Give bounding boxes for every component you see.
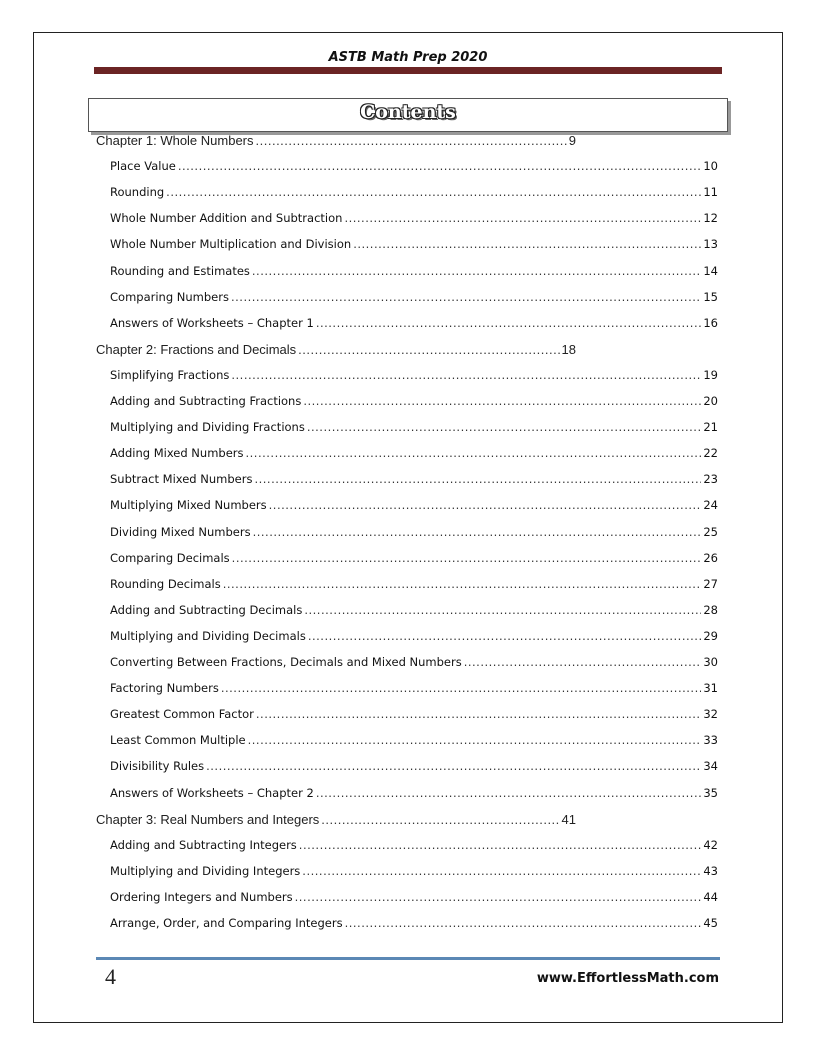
toc-dot-leader	[316, 786, 702, 800]
toc-chapter-entry[interactable]	[96, 812, 576, 827]
toc-entry-label: Multiplying and Dividing Fractions	[110, 420, 305, 435]
toc-entry-label: Adding Mixed Numbers	[110, 446, 244, 461]
toc-entry-page: 27	[703, 576, 718, 591]
toc-dot-leader	[223, 577, 702, 591]
toc-section-entry[interactable]	[110, 394, 718, 408]
toc-entry-page: 9	[568, 133, 576, 148]
toc-dot-leader	[248, 733, 702, 747]
toc-dot-leader	[298, 342, 559, 357]
toc-section-entry[interactable]	[110, 629, 718, 643]
toc-dot-leader	[316, 316, 702, 330]
toc-entry-page: 45	[703, 916, 718, 930]
toc-dot-leader	[206, 759, 701, 773]
toc-entry-label: Factoring Numbers	[110, 681, 219, 696]
toc-dot-leader	[299, 838, 702, 852]
toc-dot-leader	[269, 498, 702, 512]
toc-dot-leader	[232, 551, 702, 565]
toc-entry-page: 19	[703, 367, 718, 382]
toc-dot-leader	[256, 707, 701, 721]
toc-section-entry[interactable]	[110, 525, 718, 539]
toc-entry-label: Multiplying and Dividing Integers	[110, 863, 301, 878]
toc-entry-page: 25	[703, 524, 718, 539]
toc-entry-page: 43	[703, 863, 718, 878]
toc-section-entry[interactable]	[110, 707, 718, 721]
toc-entry-page: 11	[703, 185, 718, 200]
toc-entry-label: Least Common Multiple	[110, 733, 246, 748]
toc-entry-page: 26	[703, 550, 718, 565]
toc-section-entry[interactable]	[110, 159, 718, 173]
toc-entry-page: 33	[703, 733, 718, 748]
toc-dot-leader	[295, 890, 702, 904]
toc-entry-label: Multiplying Mixed Numbers	[110, 498, 267, 513]
contents-heading: Contents	[360, 101, 456, 123]
header-bar	[94, 67, 722, 74]
toc-entry-page: 31	[703, 681, 718, 696]
toc-section-entry[interactable]	[110, 916, 718, 930]
toc-section-entry[interactable]	[110, 603, 718, 617]
toc-entry-label: Multiplying and Dividing Decimals	[110, 628, 306, 643]
toc-section-entry[interactable]	[110, 864, 718, 878]
toc-section-entry[interactable]	[110, 237, 718, 251]
toc-section-entry[interactable]	[110, 316, 718, 330]
toc-entry-label: Chapter 2: Fractions and Decimals	[96, 341, 297, 357]
toc-entry-label: Divisibility Rules	[110, 759, 205, 774]
toc-section-entry[interactable]	[110, 472, 718, 486]
toc-entry-label: Rounding	[110, 185, 165, 200]
toc-entry-page: 18	[561, 341, 576, 357]
toc-entry-label: Comparing Numbers	[110, 289, 229, 304]
toc-entry-label: Whole Number Addition and Subtraction	[110, 211, 343, 226]
toc-section-entry[interactable]	[110, 446, 718, 460]
toc-chapter-entry[interactable]	[96, 342, 576, 357]
toc-entry-page: 21	[703, 420, 718, 435]
toc-section-entry[interactable]	[110, 890, 718, 904]
toc-entry-page: 30	[703, 655, 718, 669]
toc-entry-label: Answers of Worksheets – Chapter 2	[110, 785, 314, 800]
toc-section-entry[interactable]	[110, 733, 718, 747]
toc-entry-page: 41	[561, 811, 576, 827]
toc-entry-label: Comparing Decimals	[110, 550, 230, 565]
toc-entry-label: Answers of Worksheets – Chapter 1	[110, 315, 314, 330]
toc-entry-label: Place Value	[110, 159, 176, 174]
toc-entry-page: 15	[703, 289, 718, 304]
toc-dot-leader	[166, 185, 701, 199]
toc-entry-label: Whole Number Multiplication and Division	[110, 237, 352, 252]
toc-section-entry[interactable]	[110, 655, 718, 669]
toc-entry-page: 23	[703, 472, 718, 487]
toc-entry-page: 32	[703, 707, 718, 722]
toc-entry-label: Ordering Integers and Numbers	[110, 889, 293, 904]
toc-section-entry[interactable]	[110, 759, 718, 773]
toc-dot-leader	[221, 681, 702, 695]
toc-entry-label: Adding and Subtracting Fractions	[110, 394, 302, 408]
toc-dot-leader	[252, 264, 701, 278]
toc-section-entry[interactable]	[110, 264, 718, 278]
toc-section-entry[interactable]	[110, 498, 718, 512]
running-header: ASTB Math Prep 2020	[328, 50, 488, 65]
toc-entry-label: Chapter 3: Real Numbers and Integers	[96, 811, 320, 827]
toc-dot-leader	[304, 603, 701, 617]
toc-section-entry[interactable]	[110, 185, 718, 199]
toc-entry-label: Rounding and Estimates	[110, 263, 250, 278]
toc-section-entry[interactable]	[110, 290, 718, 304]
website-url[interactable]: www.EffortlessMath.com	[536, 971, 719, 986]
toc-dot-leader	[307, 420, 702, 434]
toc-entry-label: Adding and Subtracting Integers	[110, 837, 297, 852]
toc-section-entry[interactable]	[110, 211, 718, 225]
toc-entry-page: 42	[703, 837, 718, 852]
toc-entry-page: 10	[703, 159, 718, 174]
toc-dot-leader	[321, 812, 559, 827]
toc-section-entry[interactable]	[110, 368, 718, 382]
toc-section-entry[interactable]	[110, 838, 718, 852]
toc-entry-page: 34	[703, 759, 718, 774]
toc-entry-page: 24	[703, 498, 718, 513]
toc-section-entry[interactable]	[110, 420, 718, 434]
toc-dot-leader	[303, 394, 701, 408]
toc-dot-leader	[178, 159, 702, 173]
toc-entry-label: Subtract Mixed Numbers	[110, 472, 253, 487]
toc-entry-label: Arrange, Order, and Comparing Integers	[110, 916, 343, 930]
toc-section-entry[interactable]	[110, 577, 718, 591]
toc-section-entry[interactable]	[110, 786, 718, 800]
toc-entry-label: Converting Between Fractions, Decimals and Mixed Numbers	[110, 655, 462, 669]
toc-dot-leader	[231, 368, 701, 382]
toc-entry-label: Adding and Subtracting Decimals	[110, 602, 303, 617]
toc-entry-label: Simplifying Fractions	[110, 367, 230, 382]
toc-dot-leader	[353, 237, 701, 251]
toc-dot-leader	[302, 864, 701, 878]
toc-entry-page: 12	[703, 211, 718, 226]
toc-entry-page: 20	[703, 394, 718, 408]
toc-entry-label: Greatest Common Factor	[110, 707, 254, 722]
toc-entry-label: Dividing Mixed Numbers	[110, 524, 251, 539]
toc-dot-leader	[246, 446, 702, 460]
page-number: 4	[105, 964, 116, 989]
toc-entry-page: 29	[703, 628, 718, 643]
toc-entry-label: Chapter 1: Whole Numbers	[96, 133, 254, 148]
toc-entry-page: 28	[703, 602, 718, 617]
toc-dot-leader	[253, 525, 702, 539]
toc-entry-page: 16	[703, 315, 718, 330]
toc-section-entry[interactable]	[110, 681, 718, 695]
toc-dot-leader	[231, 290, 701, 304]
toc-section-entry[interactable]	[110, 551, 718, 565]
toc-entry-page: 44	[703, 889, 718, 904]
toc-dot-leader	[464, 655, 702, 669]
toc-dot-leader	[308, 629, 702, 643]
footer-rule	[96, 957, 720, 960]
toc-chapter-entry[interactable]	[96, 133, 576, 148]
toc-entry-page: 35	[703, 785, 718, 800]
toc-dot-leader	[345, 916, 702, 930]
toc-dot-leader	[254, 472, 701, 486]
toc-entry-label: Rounding Decimals	[110, 576, 221, 591]
toc-dot-leader	[344, 211, 701, 225]
toc-dot-leader	[256, 133, 567, 148]
toc-entry-page: 14	[703, 263, 718, 278]
toc-entry-page: 22	[703, 446, 718, 461]
toc-entry-page: 13	[703, 237, 718, 252]
